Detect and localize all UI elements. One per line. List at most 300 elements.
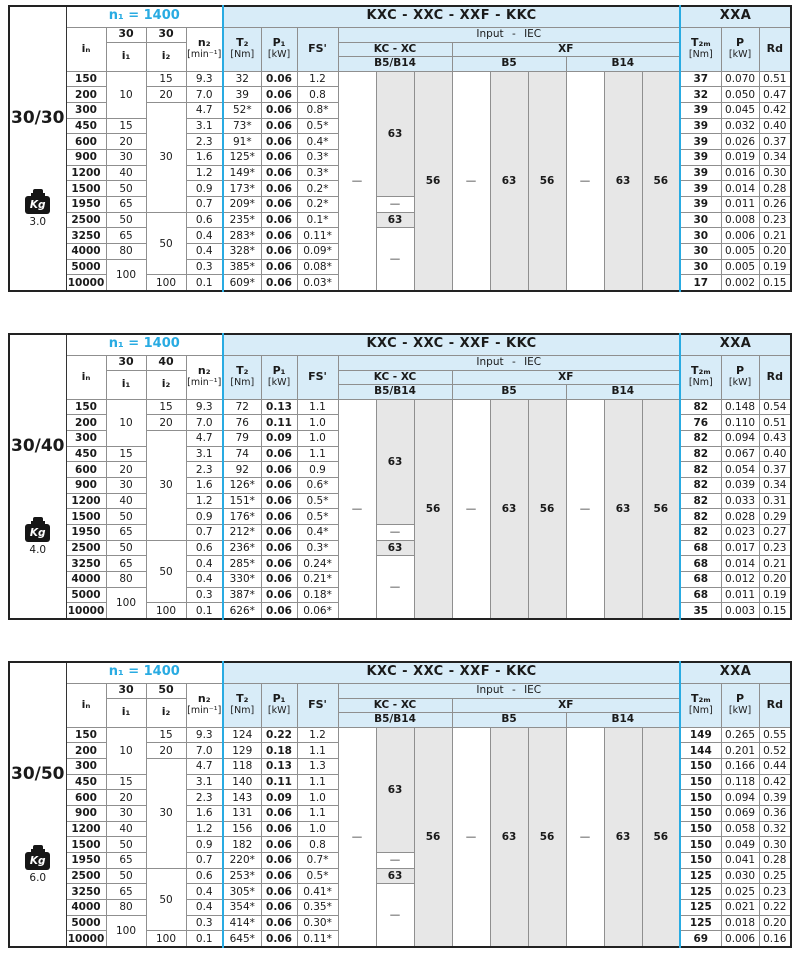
spec-table-30-40	[8, 333, 792, 620]
p-value: 0.067	[721, 446, 759, 462]
header-rd: Rd	[759, 355, 791, 399]
fs-value: 0.5*	[297, 509, 338, 525]
t2-value: 125*	[223, 149, 261, 165]
column-unit: [Nm]	[688, 704, 713, 716]
i1-value: 65	[106, 525, 146, 541]
header-b5: B5	[452, 384, 566, 399]
rd-value: 0.42	[759, 102, 791, 118]
n2-value: 3.1	[186, 118, 223, 134]
t2m-value: 68	[680, 556, 721, 572]
column-unit: [min⁻¹]	[187, 704, 222, 716]
p-value: 0.110	[721, 415, 759, 431]
t2-value: 235*	[223, 212, 261, 228]
p-value: 0.011	[721, 197, 759, 213]
header-in: iₙ	[66, 683, 106, 727]
p1-value: 0.06	[261, 853, 297, 869]
t2m-value: 150	[680, 821, 721, 837]
iec-motor-size: 56	[414, 727, 452, 947]
iec-motor-size: 56	[642, 399, 680, 619]
header-b5: B5	[452, 712, 566, 727]
ratio-table-30-50	[8, 661, 794, 948]
i2-value: 20	[146, 87, 186, 103]
fs-value: 0.7*	[297, 853, 338, 869]
ratio-label: 30/40	[10, 435, 65, 456]
header-input-iec: Input - IEC	[338, 355, 680, 370]
n2-value: 3.1	[186, 446, 223, 462]
i1-value: 50	[106, 212, 146, 228]
p1-value: 0.06	[261, 149, 297, 165]
kg-icon-text: Kg	[29, 198, 46, 211]
t2-value: 143	[223, 790, 261, 806]
n2-value: 2.3	[186, 134, 223, 150]
p1-value: 0.13	[261, 758, 297, 774]
p-value: 0.011	[721, 587, 759, 603]
iec-not-available: —	[566, 399, 604, 619]
column-unit: [kW]	[267, 376, 291, 388]
t2-value: 76	[223, 415, 261, 431]
fs-value: 1.1	[297, 399, 338, 415]
i1-value: 40	[106, 493, 146, 509]
in-value: 900	[66, 477, 106, 493]
column-symbol: T₂ₘ	[691, 36, 711, 50]
in-value: 2500	[66, 868, 106, 884]
i2-value: 50	[146, 212, 186, 275]
p1-value: 0.11	[261, 415, 297, 431]
ratio-table-30-30	[8, 5, 794, 292]
p1-value: 0.06	[261, 540, 297, 556]
t2-value: 124	[223, 727, 261, 743]
t2-value: 387*	[223, 587, 261, 603]
t2m-value: 150	[680, 790, 721, 806]
iec-motor-size: 63	[490, 71, 528, 291]
p1-value: 0.06	[261, 102, 297, 118]
p-value: 0.003	[721, 603, 759, 619]
in-value: 600	[66, 134, 106, 150]
in-value: 450	[66, 446, 106, 462]
p1-value: 0.06	[261, 212, 297, 228]
rd-value: 0.21	[759, 556, 791, 572]
iec-motor-size: 63	[376, 727, 414, 853]
header-b5b14: B5/B14	[338, 56, 452, 71]
fs-value: 1.0	[297, 821, 338, 837]
p1-value: 0.06	[261, 509, 297, 525]
p1-value: 0.06	[261, 900, 297, 916]
i1-value: 80	[106, 244, 146, 260]
n2-value: 0.7	[186, 197, 223, 213]
column-symbol: T₂	[236, 692, 249, 706]
size-i1: 30	[106, 27, 146, 42]
header-t2m	[680, 355, 721, 399]
in-value: 4000	[66, 572, 106, 588]
weight-value: 6.0	[29, 871, 47, 884]
iec-not-available: —	[452, 399, 490, 619]
n2-value: 0.4	[186, 572, 223, 588]
p-value: 0.005	[721, 244, 759, 260]
n2-value: 0.1	[186, 931, 223, 947]
ratio-table-30-40	[8, 333, 794, 620]
in-value: 3250	[66, 884, 106, 900]
rd-value: 0.23	[759, 540, 791, 556]
i1-value: 65	[106, 197, 146, 213]
ratio-label: 30/50	[10, 763, 65, 784]
i1-value: 100	[106, 259, 146, 290]
rd-value: 0.28	[759, 181, 791, 197]
in-value: 10000	[66, 603, 106, 619]
ratio-cell	[9, 662, 66, 947]
rd-value: 0.37	[759, 462, 791, 478]
p1-value: 0.09	[261, 430, 297, 446]
header-kc-xc: KC - XC	[338, 698, 452, 712]
t2m-value: 68	[680, 572, 721, 588]
in-value: 5000	[66, 915, 106, 931]
p1-value: 0.06	[261, 165, 297, 181]
n2-value: 0.3	[186, 587, 223, 603]
t2m-value: 30	[680, 244, 721, 260]
i2-value: 50	[146, 540, 186, 603]
column-unit: [kW]	[728, 376, 752, 388]
n2-value: 0.7	[186, 525, 223, 541]
p1-value: 0.06	[261, 87, 297, 103]
t2m-value: 125	[680, 884, 721, 900]
header-kc-xc: KC - XC	[338, 370, 452, 384]
column-symbol: T₂ₘ	[691, 692, 711, 706]
rd-value: 0.27	[759, 525, 791, 541]
n2-value: 1.6	[186, 805, 223, 821]
fs-value: 0.11*	[297, 228, 338, 244]
t2m-value: 69	[680, 931, 721, 947]
n2-value: 0.6	[186, 868, 223, 884]
t2m-value: 37	[680, 71, 721, 87]
weight-value: 3.0	[29, 215, 47, 228]
p-value: 0.045	[721, 102, 759, 118]
p1-value: 0.06	[261, 118, 297, 134]
in-value: 10000	[66, 275, 106, 291]
p-value: 0.002	[721, 275, 759, 291]
p1-value: 0.06	[261, 603, 297, 619]
i1-value: 20	[106, 790, 146, 806]
iec-motor-size: 56	[528, 399, 566, 619]
fs-value: 0.06*	[297, 603, 338, 619]
fs-value: 0.5*	[297, 118, 338, 134]
t2m-value: 82	[680, 399, 721, 415]
t2-value: 305*	[223, 884, 261, 900]
p-value: 0.016	[721, 165, 759, 181]
in-value: 300	[66, 430, 106, 446]
rd-value: 0.44	[759, 758, 791, 774]
t2-value: 149*	[223, 165, 261, 181]
i1-value: 50	[106, 868, 146, 884]
t2-value: 330*	[223, 572, 261, 588]
header-b5: B5	[452, 56, 566, 71]
xxa-title: XXA	[680, 6, 791, 27]
t2-value: 253*	[223, 868, 261, 884]
header-fs: FS'	[297, 27, 338, 71]
in-value: 200	[66, 415, 106, 431]
column-unit: [min⁻¹]	[187, 48, 222, 60]
weight-block	[10, 516, 66, 556]
rd-value: 0.25	[759, 868, 791, 884]
i2-value: 15	[146, 727, 186, 743]
t2m-value: 144	[680, 743, 721, 759]
i1-value: 40	[106, 165, 146, 181]
t2-value: 91*	[223, 134, 261, 150]
fs-value: 0.6*	[297, 477, 338, 493]
t2-value: 74	[223, 446, 261, 462]
t2-value: 414*	[223, 915, 261, 931]
header-p1	[261, 355, 297, 399]
n2-value: 4.7	[186, 102, 223, 118]
p1-value: 0.06	[261, 805, 297, 821]
ratio-cell	[9, 6, 66, 291]
header-b5b14: B5/B14	[338, 712, 452, 727]
header-rd: Rd	[759, 683, 791, 727]
n2-value: 0.4	[186, 884, 223, 900]
rd-value: 0.26	[759, 197, 791, 213]
t2-value: 173*	[223, 181, 261, 197]
rd-value: 0.51	[759, 71, 791, 87]
header-xf: XF	[452, 698, 680, 712]
p-value: 0.054	[721, 462, 759, 478]
rd-value: 0.47	[759, 87, 791, 103]
i1-value: 10	[106, 399, 146, 446]
p1-value: 0.06	[261, 477, 297, 493]
rd-value: 0.20	[759, 572, 791, 588]
fs-value: 0.08*	[297, 259, 338, 275]
header-n2	[186, 683, 223, 727]
p1-value: 0.06	[261, 556, 297, 572]
t2m-value: 30	[680, 259, 721, 275]
fs-value: 0.1*	[297, 212, 338, 228]
p1-value: 0.06	[261, 228, 297, 244]
in-value: 1950	[66, 525, 106, 541]
iec-motor-size: 56	[414, 71, 452, 291]
p1-value: 0.06	[261, 821, 297, 837]
fs-value: 1.0	[297, 790, 338, 806]
p-value: 0.069	[721, 805, 759, 821]
i2-value: 30	[146, 430, 186, 540]
fs-value: 0.03*	[297, 275, 338, 291]
t2m-value: 150	[680, 774, 721, 790]
header-input-iec: Input - IEC	[338, 27, 680, 42]
header-rd: Rd	[759, 27, 791, 71]
header-xf: XF	[452, 42, 680, 56]
fs-value: 0.9	[297, 462, 338, 478]
fs-value: 0.5*	[297, 493, 338, 509]
i2-value: 100	[146, 275, 186, 291]
i1-value: 10	[106, 71, 146, 118]
header-i1: i₁	[106, 698, 146, 727]
p-value: 0.265	[721, 727, 759, 743]
t2-value: 283*	[223, 228, 261, 244]
iec-motor-size: 63	[604, 727, 642, 947]
rd-value: 0.19	[759, 587, 791, 603]
header-b5b14: B5/B14	[338, 384, 452, 399]
ratio-label: 30/30	[10, 107, 65, 128]
header-in: iₙ	[66, 355, 106, 399]
fs-value: 1.1	[297, 743, 338, 759]
t2-value: 73*	[223, 118, 261, 134]
rd-value: 0.21	[759, 228, 791, 244]
fs-value: 0.3*	[297, 149, 338, 165]
i2-value: 20	[146, 743, 186, 759]
iec-motor-size: 56	[642, 71, 680, 291]
iec-not-available: —	[338, 71, 376, 291]
column-unit: [Nm]	[230, 376, 255, 388]
n2-value: 7.0	[186, 743, 223, 759]
t2-value: 328*	[223, 244, 261, 260]
p-value: 0.041	[721, 853, 759, 869]
fs-value: 0.41*	[297, 884, 338, 900]
iec-motor-size: 63	[604, 71, 642, 291]
rd-value: 0.15	[759, 603, 791, 619]
column-symbol: n₂	[197, 364, 211, 378]
column-symbol: n₂	[197, 692, 211, 706]
t2m-value: 39	[680, 134, 721, 150]
header-kc-xc: KC - XC	[338, 42, 452, 56]
p-value: 0.070	[721, 71, 759, 87]
fs-value: 1.0	[297, 415, 338, 431]
in-value: 900	[66, 805, 106, 821]
i2-value: 15	[146, 71, 186, 87]
p-value: 0.028	[721, 509, 759, 525]
p-value: 0.049	[721, 837, 759, 853]
t2m-value: 150	[680, 853, 721, 869]
column-symbol: P₁	[272, 364, 286, 378]
i1-value: 15	[106, 118, 146, 134]
fs-value: 0.4*	[297, 525, 338, 541]
column-unit: [kW]	[267, 704, 291, 716]
iec-motor-size: 63	[376, 540, 414, 556]
p-value: 0.005	[721, 259, 759, 275]
i1-value: 30	[106, 149, 146, 165]
t2m-value: 150	[680, 837, 721, 853]
p1-value: 0.06	[261, 197, 297, 213]
size-i1: 30	[106, 683, 146, 698]
n2-value: 0.9	[186, 509, 223, 525]
t2m-value: 125	[680, 915, 721, 931]
t2-value: 156	[223, 821, 261, 837]
rd-value: 0.30	[759, 165, 791, 181]
p-value: 0.008	[721, 212, 759, 228]
n2-value: 0.9	[186, 837, 223, 853]
iec-motor-size: 63	[376, 71, 414, 197]
header-i2: i₂	[146, 370, 186, 399]
p-value: 0.030	[721, 868, 759, 884]
rd-value: 0.34	[759, 477, 791, 493]
t2m-value: 39	[680, 197, 721, 213]
n2-value: 1.6	[186, 149, 223, 165]
in-value: 10000	[66, 931, 106, 947]
i2-value: 50	[146, 868, 186, 931]
i1-value: 80	[106, 572, 146, 588]
t2m-value: 30	[680, 228, 721, 244]
n2-value: 9.3	[186, 727, 223, 743]
n1-speed-label: n₁ = 1400	[66, 6, 223, 27]
i2-value: 20	[146, 415, 186, 431]
i1-value: 100	[106, 587, 146, 618]
in-value: 450	[66, 118, 106, 134]
rd-value: 0.43	[759, 430, 791, 446]
t2m-value: 39	[680, 118, 721, 134]
t2m-value: 39	[680, 181, 721, 197]
in-value: 4000	[66, 900, 106, 916]
iec-not-available: —	[338, 727, 376, 947]
i1-value: 30	[106, 805, 146, 821]
column-unit: [kW]	[728, 704, 752, 716]
p1-value: 0.06	[261, 181, 297, 197]
xxa-title: XXA	[680, 662, 791, 683]
t2m-value: 150	[680, 805, 721, 821]
kg-icon-text: Kg	[29, 526, 46, 539]
p1-value: 0.13	[261, 399, 297, 415]
iec-motor-size: 63	[490, 399, 528, 619]
in-value: 300	[66, 102, 106, 118]
iec-motor-size: 56	[528, 71, 566, 291]
series-title: KXC - XXC - XXF - KKC	[223, 334, 680, 355]
in-value: 200	[66, 743, 106, 759]
n2-value: 7.0	[186, 87, 223, 103]
t2-value: 285*	[223, 556, 261, 572]
header-b14: B14	[566, 712, 680, 727]
rd-value: 0.54	[759, 399, 791, 415]
n2-value: 1.2	[186, 493, 223, 509]
t2m-value: 82	[680, 525, 721, 541]
p-value: 0.033	[721, 493, 759, 509]
p1-value: 0.06	[261, 275, 297, 291]
t2m-value: 125	[680, 900, 721, 916]
iec-motor-size: 63	[376, 868, 414, 884]
header-t2	[223, 27, 261, 71]
in-value: 1950	[66, 853, 106, 869]
t2m-value: 150	[680, 758, 721, 774]
iec-motor-size: 63	[376, 399, 414, 525]
t2-value: 79	[223, 430, 261, 446]
fs-value: 1.1	[297, 774, 338, 790]
p1-value: 0.06	[261, 587, 297, 603]
p-value: 0.017	[721, 540, 759, 556]
t2-value: 354*	[223, 900, 261, 916]
p-value: 0.014	[721, 181, 759, 197]
t2m-value: 76	[680, 415, 721, 431]
header-p1	[261, 27, 297, 71]
size-i1: 30	[106, 355, 146, 370]
n2-value: 7.0	[186, 415, 223, 431]
in-value: 4000	[66, 244, 106, 260]
t2-value: 151*	[223, 493, 261, 509]
i1-value: 65	[106, 228, 146, 244]
fs-value: 0.2*	[297, 181, 338, 197]
rd-value: 0.15	[759, 275, 791, 291]
header-n2	[186, 27, 223, 71]
header-i2: i₂	[146, 42, 186, 71]
rd-value: 0.16	[759, 931, 791, 947]
n2-value: 0.4	[186, 900, 223, 916]
header-i2: i₂	[146, 698, 186, 727]
p-value: 0.021	[721, 900, 759, 916]
size-i2: 30	[146, 27, 186, 42]
t2-value: 626*	[223, 603, 261, 619]
p-value: 0.006	[721, 228, 759, 244]
t2m-value: 125	[680, 868, 721, 884]
p-value: 0.094	[721, 430, 759, 446]
n2-value: 1.6	[186, 477, 223, 493]
spec-table-30-50	[8, 661, 792, 948]
in-value: 200	[66, 87, 106, 103]
rd-value: 0.23	[759, 212, 791, 228]
column-symbol: n₂	[197, 36, 211, 50]
header-input-iec: Input - IEC	[338, 683, 680, 698]
spec-table-30-30	[8, 5, 792, 292]
